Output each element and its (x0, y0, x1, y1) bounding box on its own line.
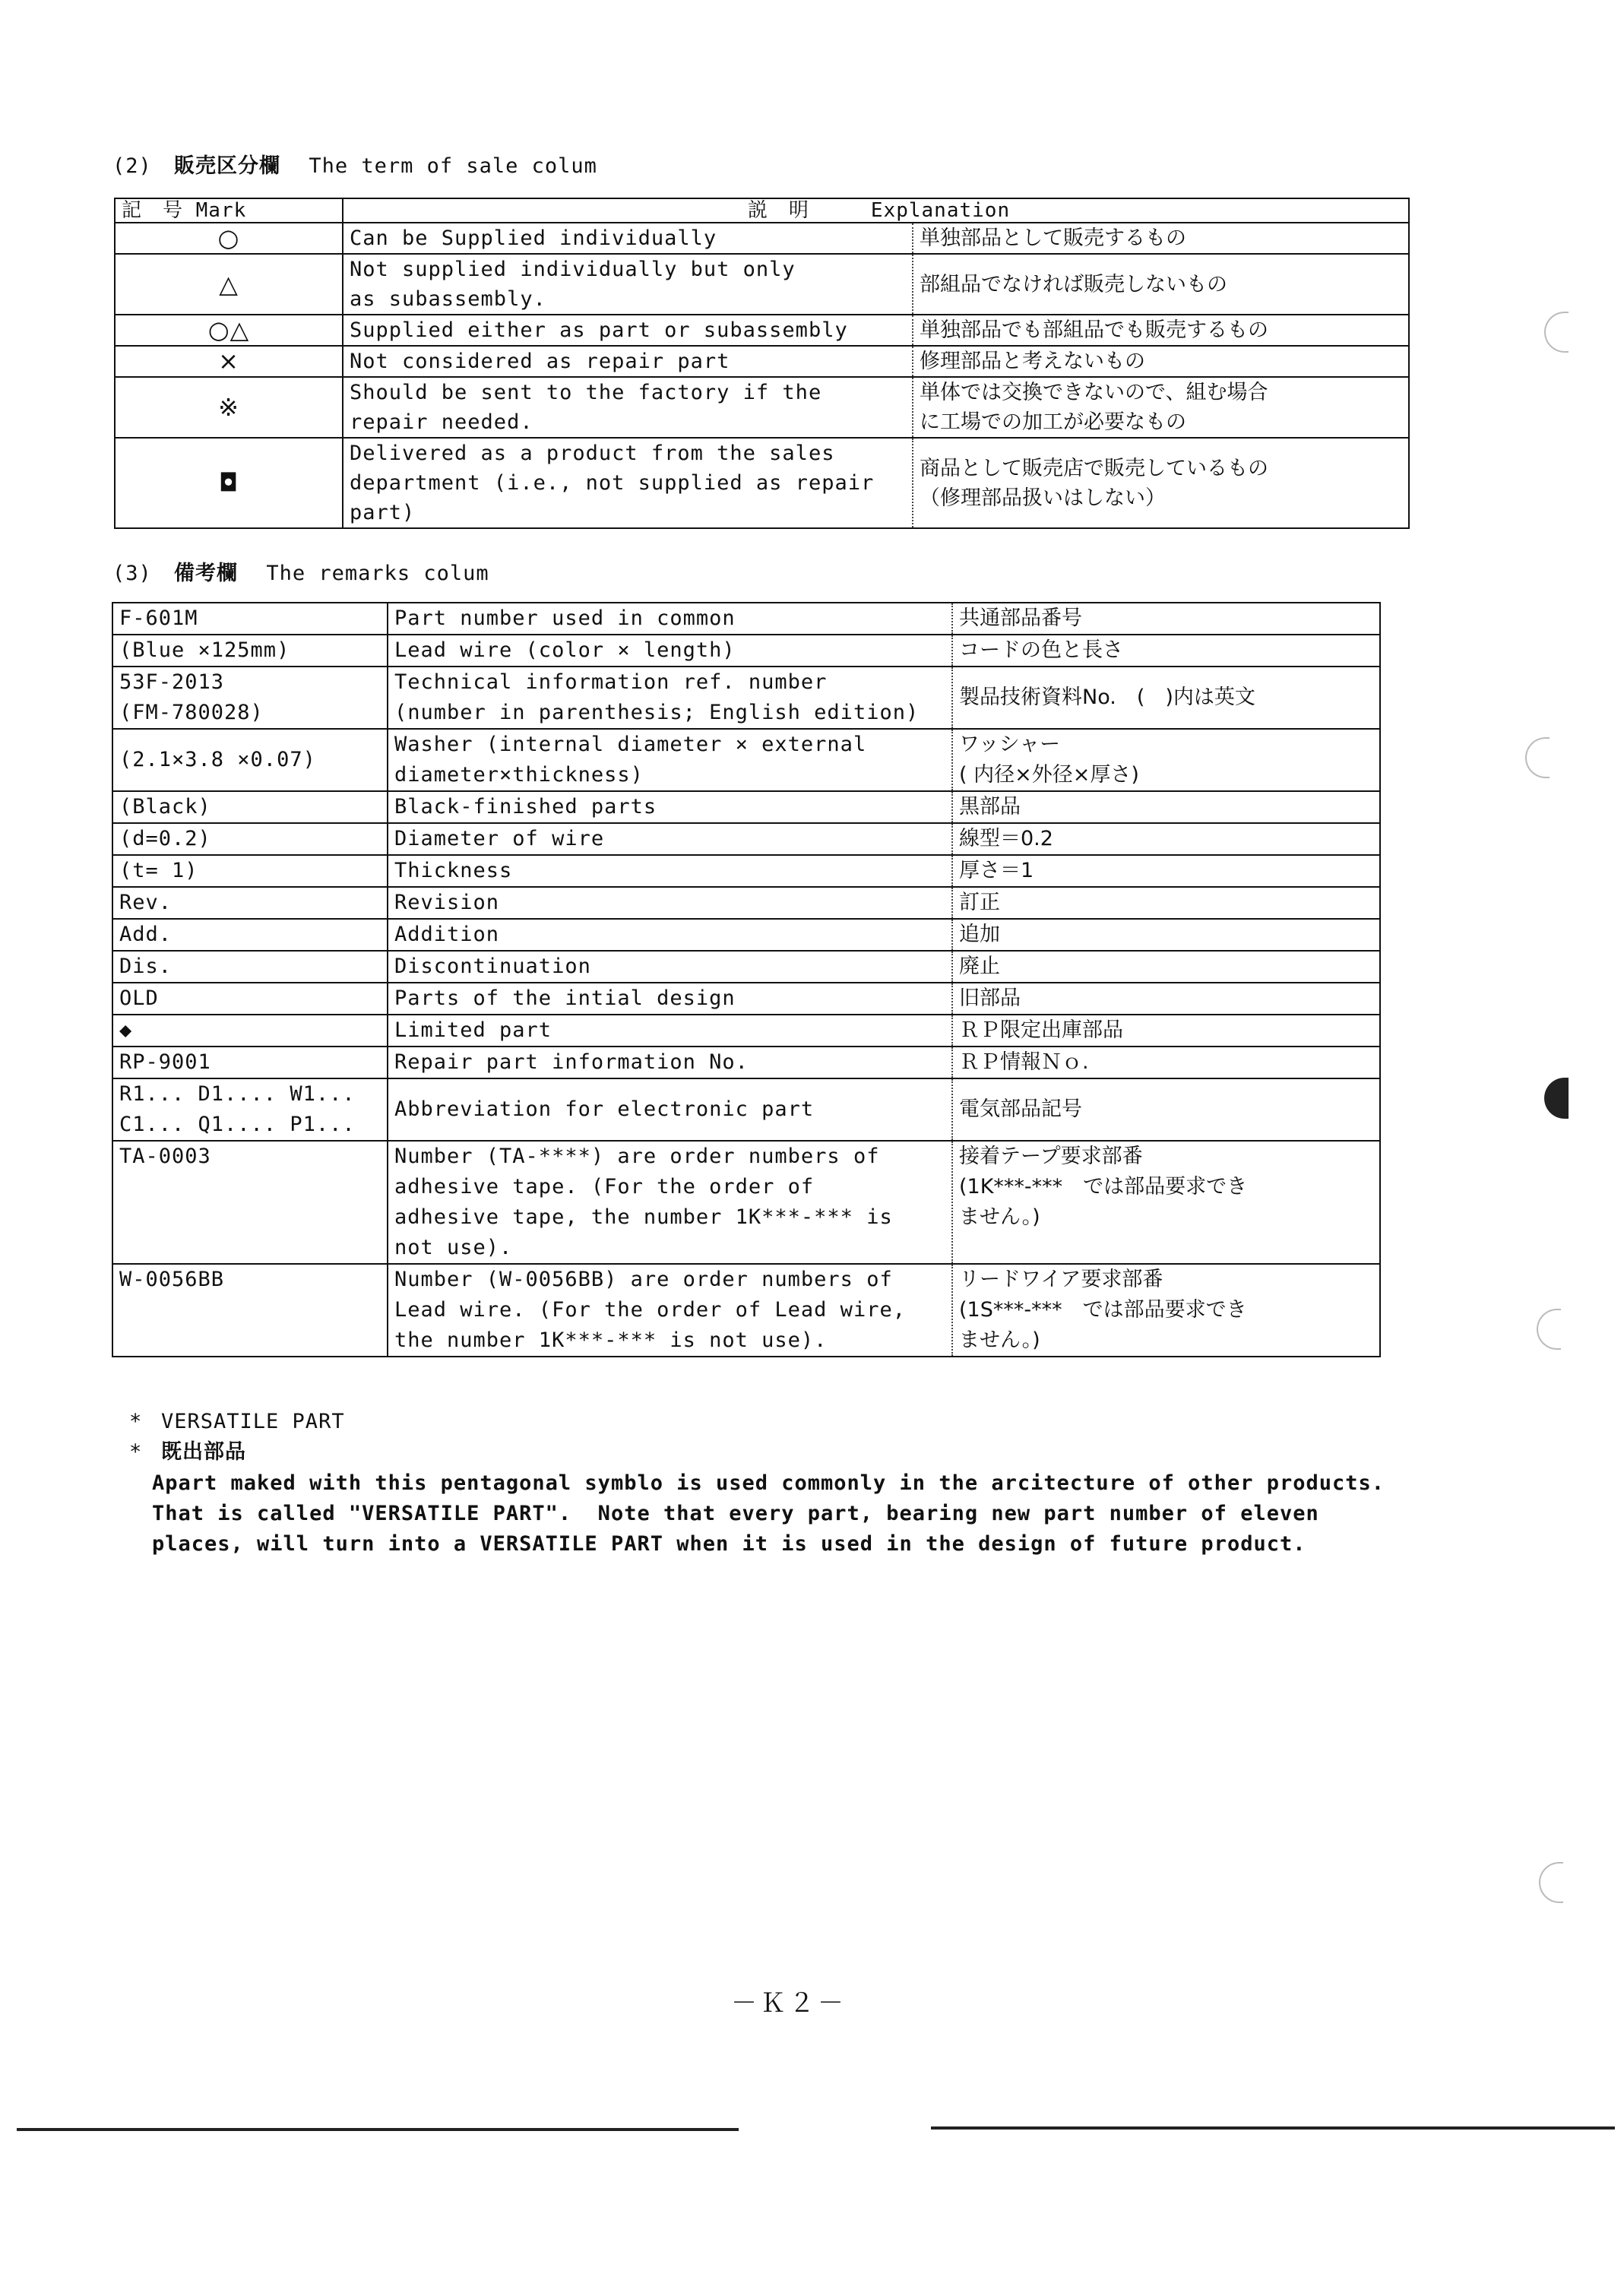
remarks-explanation-en: Number (TA-****) are order numbers of adhesive tape. (For the order of adhesive tape, the number 1K***-*** is not use). (388, 1141, 952, 1264)
bottom-rule-right (931, 2126, 1615, 2130)
remarks-table (112, 602, 1381, 1357)
remarks-table-row (112, 791, 1380, 823)
remarks-explanation-en: Discontinuation (388, 951, 952, 983)
sale-table-row (115, 315, 1409, 346)
sale-mark: △ (115, 254, 343, 315)
versatile-part-label: VERSATILE PART (161, 1410, 345, 1433)
remarks-code: (t= 1) (112, 855, 388, 887)
sale-table-header (115, 198, 1409, 223)
remarks-explanation-jp: ＲＰ情報Ｎｏ. (952, 1047, 1380, 1078)
sale-table-row (115, 223, 1409, 254)
remarks-table-row (112, 951, 1380, 983)
note-star: * (129, 1410, 143, 1433)
binding-hole (1525, 737, 1550, 778)
remarks-code: (Blue ×125mm) (112, 635, 388, 667)
remarks-explanation-jp: コードの色と長さ (952, 635, 1380, 667)
remarks-explanation-en: Lead wire (color × length) (388, 635, 952, 667)
sale-mark: ○ (115, 223, 343, 254)
remarks-explanation-en: Diameter of wire (388, 823, 952, 855)
sale-explanation-jp: 単独部品として販売するもの (913, 223, 1409, 254)
sale-explanation-jp: 修理部品と考えないもの (913, 346, 1409, 377)
sale-section-number: (2) (112, 154, 152, 178)
remarks-explanation-jp: 旧部品 (952, 983, 1380, 1015)
sale-mark: × (115, 346, 343, 377)
remarks-table-body (112, 603, 1380, 1357)
binding-hole (1544, 312, 1569, 353)
sale-mark: ○△ (115, 315, 343, 346)
sale-explanation-jp: 商品として販売店で販売しているもの （修理部品扱いはしない） (913, 438, 1409, 528)
remarks-code: ◆ (112, 1015, 388, 1047)
sale-explanation-jp: 単体では交換できないので、組む場合 に工場での加工が必要なもの (913, 377, 1409, 438)
remarks-explanation-en: Technical information ref. number (number in parenthesis; English edition) (388, 667, 952, 729)
remarks-table-row (112, 887, 1380, 919)
note-star-jp: * (129, 1440, 143, 1464)
bottom-rule-left (17, 2128, 739, 2131)
sale-explanation-en: Supplied either as part or subassembly (343, 315, 913, 346)
remarks-explanation-jp: リードワイア要求部番 (1S***-*** では部品要求でき ません。) (952, 1264, 1380, 1357)
remarks-explanation-en: Washer (internal diameter × external diameter×thickness) (388, 729, 952, 791)
sale-explanation-en: Not supplied individually but only as subassembly. (343, 254, 913, 315)
remarks-table-row (112, 983, 1380, 1015)
sale-explanation-jp: 単独部品でも部組品でも販売するもの (913, 315, 1409, 346)
versatile-part-description: Apart maked with this pentagonal symblo is used commonly in the arcitecture of other products. That is called "VERSATILE PART". Note that every part, bearing new part number of eleven places, will turn into a VERSATILE PART when it is used in the design of future product. (152, 1471, 1385, 1556)
remarks-explanation-jp: 電気部品記号 (952, 1078, 1380, 1141)
header-mark: 記 号 Mark (115, 198, 343, 223)
sale-table-body (115, 198, 1409, 528)
remarks-code: Dis. (112, 951, 388, 983)
remarks-table-row (112, 855, 1380, 887)
remarks-section-title (112, 556, 489, 586)
remarks-explanation-en: Repair part information No. (388, 1047, 952, 1078)
remarks-explanation-jp: 厚さ＝1 (952, 855, 1380, 887)
remarks-table-row (112, 1078, 1380, 1141)
remarks-code: (Black) (112, 791, 388, 823)
sale-explanation-en: Delivered as a product from the sales department (i.e., not supplied as repair part) (343, 438, 913, 528)
remarks-section-number: (3) (112, 562, 152, 585)
remarks-explanation-jp: 線型＝0.2 (952, 823, 1380, 855)
remarks-code: (2.1×3.8 ×0.07) (112, 729, 388, 791)
remarks-code: TA-0003 (112, 1141, 388, 1264)
remarks-explanation-en: Addition (388, 919, 952, 951)
sale-table-row (115, 438, 1409, 528)
sale-explanation-en: Can be Supplied individually (343, 223, 913, 254)
sale-section-title-en: The term of sale colum (309, 154, 597, 178)
remarks-code: W-0056BB (112, 1264, 388, 1357)
remarks-table-row (112, 1015, 1380, 1047)
remarks-explanation-jp: 製品技術資料No. ( )内は英文 (952, 667, 1380, 729)
remarks-explanation-jp: 追加 (952, 919, 1380, 951)
remarks-code: RP-9001 (112, 1047, 388, 1078)
remarks-explanation-en: Parts of the intial design (388, 983, 952, 1015)
binding-hole (1539, 1862, 1563, 1903)
remarks-explanation-en: Thickness (388, 855, 952, 887)
remarks-explanation-en: Part number used in common (388, 603, 952, 635)
remarks-table-row (112, 667, 1380, 729)
remarks-code: Rev. (112, 887, 388, 919)
remarks-code: Add. (112, 919, 388, 951)
remarks-explanation-jp: 廃止 (952, 951, 1380, 983)
versatile-part-note-en (129, 1407, 345, 1437)
versatile-part-note-jp (129, 1437, 246, 1468)
remarks-table-row (112, 1047, 1380, 1078)
remarks-explanation-jp: ＲＰ限定出庫部品 (952, 1015, 1380, 1047)
binding-hole (1537, 1309, 1561, 1350)
remarks-table-row (112, 1141, 1380, 1264)
remarks-explanation-jp: 黒部品 (952, 791, 1380, 823)
remarks-table-row (112, 823, 1380, 855)
page-number: －Ｋ２－ (731, 1988, 847, 2019)
remarks-section-title-jp: 備考欄 (174, 562, 239, 585)
remarks-explanation-jp: 接着テープ要求部番 (1K***-*** では部品要求でき ません。) (952, 1141, 1380, 1264)
remarks-code: R1... D1.... W1... C1... Q1.... P1... (112, 1078, 388, 1141)
sale-section-title (112, 149, 597, 179)
sale-table-row (115, 377, 1409, 438)
remarks-code: OLD (112, 983, 388, 1015)
remarks-code: F-601M (112, 603, 388, 635)
sale-mark: ◘ (115, 438, 343, 528)
sale-section-title-jp: 販売区分欄 (174, 154, 281, 178)
versatile-part-label-jp: 既出部品 (161, 1440, 246, 1464)
sale-explanation-jp: 部組品でなければ販売しないもの (913, 254, 1409, 315)
remarks-table-row (112, 635, 1380, 667)
remarks-explanation-en: Limited part (388, 1015, 952, 1047)
remarks-table-row (112, 603, 1380, 635)
remarks-explanation-en: Revision (388, 887, 952, 919)
remarks-explanation-jp: 訂正 (952, 887, 1380, 919)
remarks-code: (d=0.2) (112, 823, 388, 855)
remarks-explanation-en: Black-finished parts (388, 791, 952, 823)
remarks-explanation-en: Number (W-0056BB) are order numbers of Lead wire. (For the order of Lead wire, the number 1K***-*** is not use). (388, 1264, 952, 1357)
sale-explanation-en: Not considered as repair part (343, 346, 913, 377)
remarks-table-row (112, 1264, 1380, 1357)
sale-mark: ※ (115, 377, 343, 438)
sale-term-table (114, 198, 1410, 529)
remarks-code: 53F-2013 (FM-780028) (112, 667, 388, 729)
sale-table-row (115, 346, 1409, 377)
remarks-explanation-jp: ワッシャー ( 内径×外径×厚さ) (952, 729, 1380, 791)
remarks-section-title-en: The remarks colum (266, 562, 489, 585)
sale-table-row (115, 254, 1409, 315)
remarks-table-row (112, 919, 1380, 951)
binding-hole (1544, 1078, 1569, 1119)
header-explanation: 説 明 Explanation (343, 198, 1409, 223)
remarks-explanation-jp: 共通部品番号 (952, 603, 1380, 635)
sale-explanation-en: Should be sent to the factory if the repair needed. (343, 377, 913, 438)
remarks-table-row (112, 729, 1380, 791)
remarks-explanation-en: Abbreviation for electronic part (388, 1078, 952, 1141)
